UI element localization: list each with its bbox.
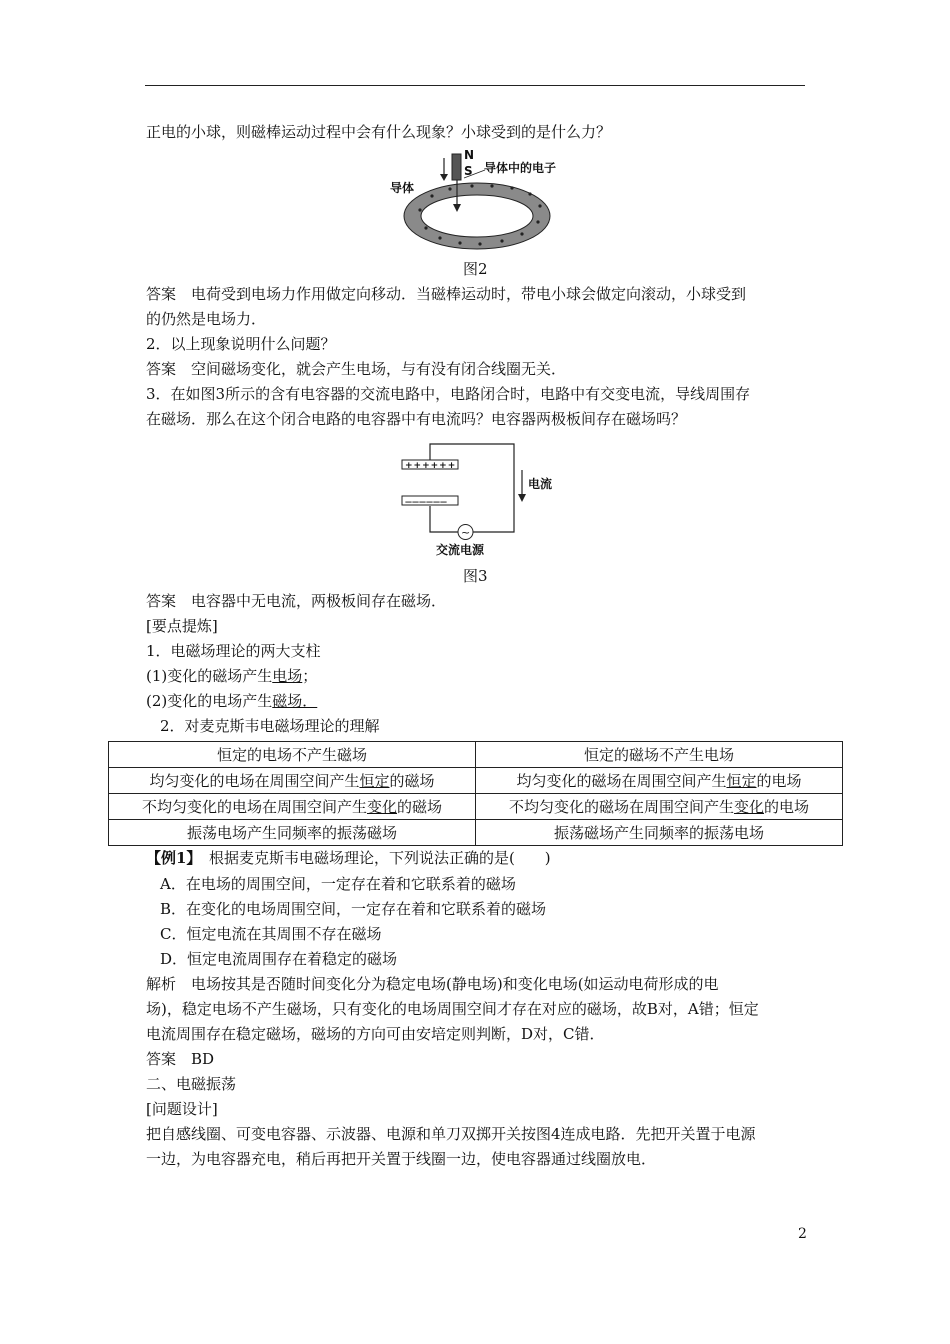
table-cell-left: 振荡电场产生同频率的振荡磁场: [109, 820, 476, 846]
bar-magnet-icon: [452, 154, 461, 180]
table-cell-right: 振荡磁场产生同频率的振荡电场: [476, 820, 843, 846]
table-cell-left: 不均匀变化的电场在周围空间产生变化的磁场: [109, 794, 476, 820]
figure-3-caption: 图3: [463, 567, 488, 585]
answer-1-line-2: 的仍然是电场力．: [146, 310, 267, 328]
example-tag: 【例1】: [146, 849, 194, 867]
section-2-line-1: 把自感线圈、可变电容器、示波器、电源和单刀双掷开关按图4连成电路．先把开关置于电源: [146, 1125, 756, 1143]
answer-2: 答案 空间磁场变化，就会产生电场，与有没有闭合线圈无关．: [146, 360, 567, 378]
example-1-stem: 【例1】 根据麦克斯韦电磁场理论，下列说法正确的是( ): [146, 849, 551, 867]
example-1-answer: 答案 BD: [146, 1050, 215, 1068]
option-a: A．在电场的周围空间，一定存在着和它联系着的磁场: [160, 875, 516, 893]
question-2: 2．以上现象说明什么问题？: [146, 335, 336, 353]
plus-charges: ++++++: [405, 461, 457, 471]
table-row: [109, 768, 843, 794]
analysis-line-1: 解析 电场按其是否随时间变化分为稳定电场(静电场)和变化电场(如运动电荷形成的电: [146, 975, 719, 993]
analysis-line-2: 场)，稳定电场不产生磁场，只有变化的电场周围空间才存在对应的磁场，故B对，A错；恒定: [146, 1000, 759, 1018]
table-row: [109, 742, 843, 768]
option-b: B．在变化的电场周围空间，一定存在着和它联系着的磁场: [160, 900, 547, 918]
figure-2-magnet-ring: [380, 148, 560, 254]
answer-3: 答案 电容器中无电流，两极板间存在磁场．: [146, 592, 447, 610]
header-rule: [145, 85, 805, 86]
ac-source-symbol: ~: [461, 526, 471, 539]
figure-3-capacitor-circuit: [392, 440, 564, 558]
label-n: N: [464, 148, 475, 162]
current-label: 电流: [528, 477, 553, 491]
table-cell-left: 恒定的电场不产生磁场: [109, 742, 476, 768]
analysis-line-3: 电流周围存在稳定磁场，磁场的方向可由安培定则判断，D对，C错．: [146, 1025, 605, 1043]
page-number: 2: [798, 1226, 807, 1242]
option-d: D．恒定电流周围存在着稳定的磁场: [160, 950, 398, 968]
answer-1-line-1: 答案 电荷受到电场力作用做定向移动．当磁棒运动时，带电小球会做定向滚动，小球受到: [146, 285, 747, 303]
table-cell-right: 不均匀变化的磁场在周围空间产生变化的电场: [476, 794, 843, 820]
label-conductor: 导体: [390, 181, 415, 195]
question-3-line-2: 在磁场．那么在这个闭合电路的电容器中有电流吗？电容器两极板间存在磁场吗？: [146, 410, 687, 428]
table-cell-left: 均匀变化的电场在周围空间产生恒定的磁场: [109, 768, 476, 794]
question-1-continuation: 正电的小球，则磁棒运动过程中会有什么现象？小球受到的是什么力？: [146, 123, 612, 141]
key-point-1: 1．电磁场理论的两大支柱: [146, 642, 321, 660]
table-cell-right: 恒定的磁场不产生电场: [476, 742, 843, 768]
minus-charges: ——————: [405, 498, 447, 506]
problem-design-header: [问题设计]: [146, 1100, 218, 1118]
section-2-line-2: 一边，为电容器充电，稍后再把开关置于线圈一边，使电容器通过线圈放电．: [146, 1150, 657, 1168]
key-point-1a: (1)变化的磁场产生电场；: [146, 667, 318, 685]
label-s: S: [464, 164, 473, 178]
table-cell-right: 均匀变化的磁场在周围空间产生恒定的电场: [476, 768, 843, 794]
key-point-2: 2．对麦克斯韦电磁场理论的理解: [160, 717, 380, 735]
table-row: [109, 794, 843, 820]
label-electrons: 导体中的电子: [484, 161, 557, 175]
option-c: C．恒定电流在其周围不存在磁场: [160, 925, 382, 943]
maxwell-theory-table: [108, 741, 843, 846]
table-row: [109, 820, 843, 846]
ac-source-label: 交流电源: [436, 543, 485, 557]
section-2-title: 二、电磁振荡: [146, 1075, 237, 1093]
figure-2-caption: 图2: [463, 260, 488, 278]
key-points-header: [要点提炼]: [146, 617, 218, 635]
question-3-line-1: 3．在如图3所示的含有电容器的交流电路中，电路闭合时，电路中有交变电流，导线周围存: [146, 385, 751, 403]
key-point-1b: (2)变化的电场产生磁场．: [146, 692, 318, 710]
